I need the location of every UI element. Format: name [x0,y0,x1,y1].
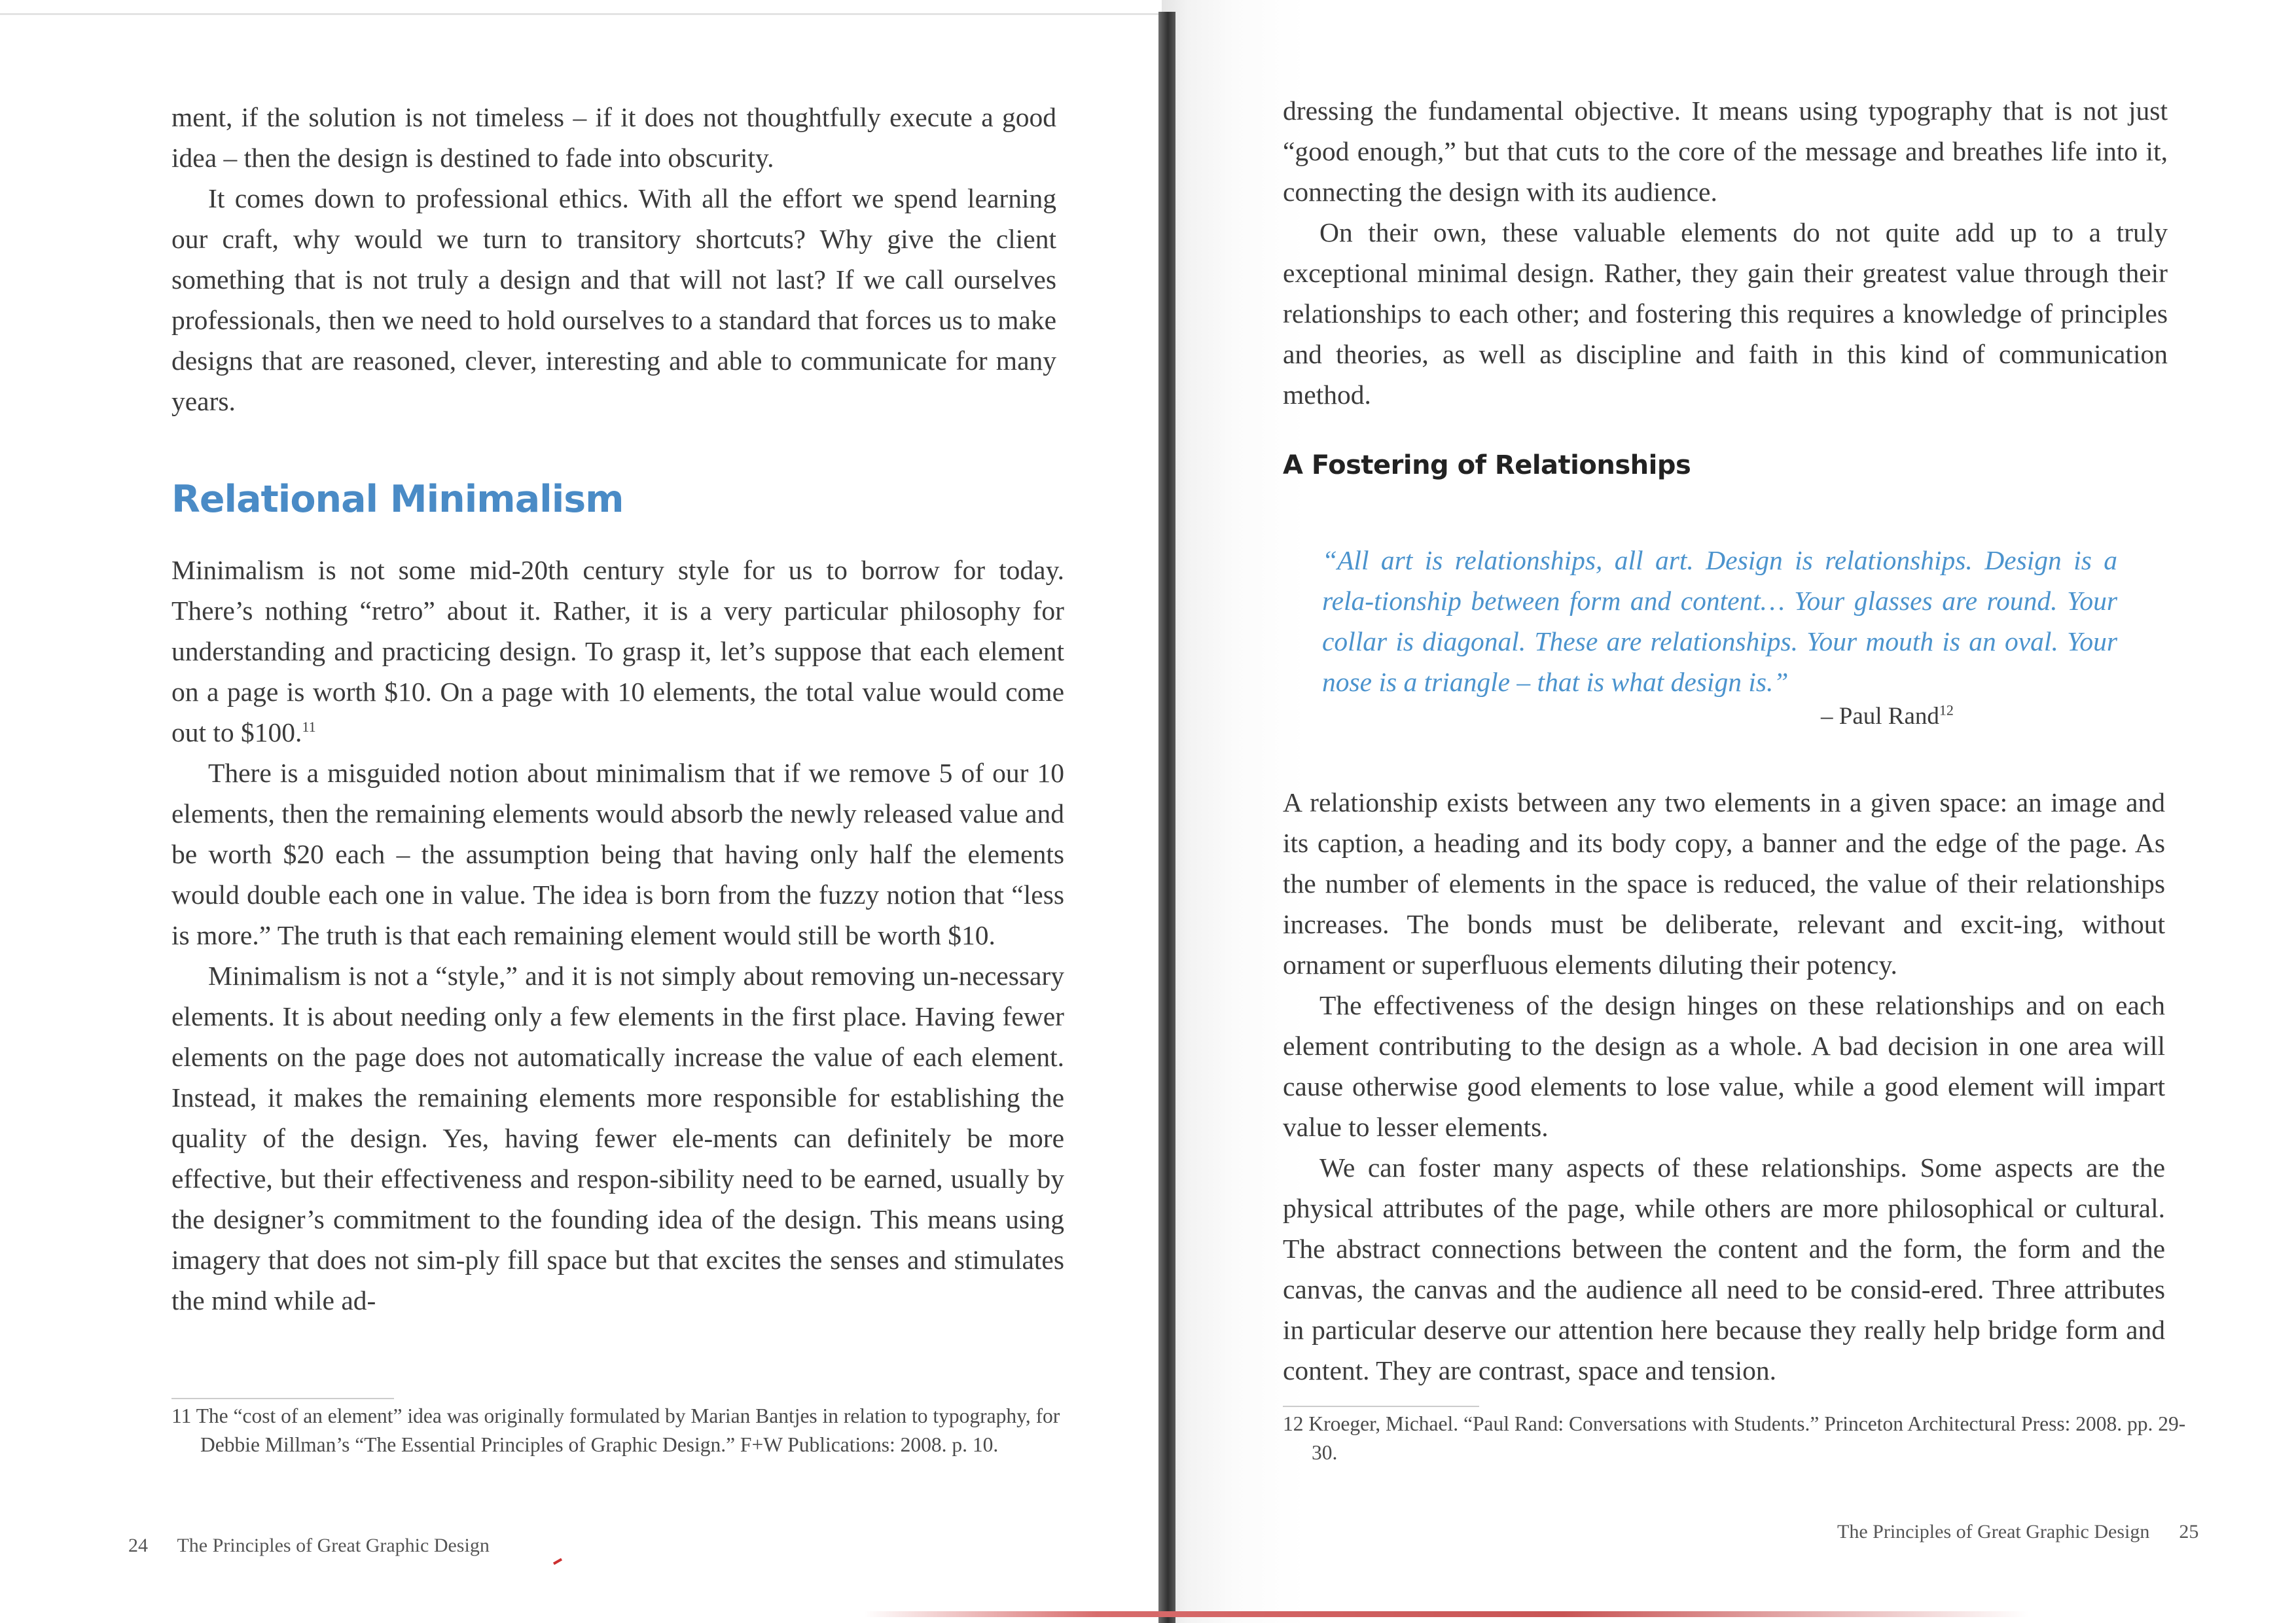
right-body-paragraph-1: A relationship exists between any two elements in a given space: an image and its caption, a heading and its body copy, a banner and the edge of the page. As the number of elements in the space is reduced, the value of their relationships increases. The bonds must be deliberate, relevant and excit-ing, without ornament or superfluous elements diluting their potency. [1283,787,2165,980]
book-gutter [1158,12,1175,1623]
footnote-11: 11 The “cost of an element” idea was originally formulated by Marian Bantjes in relation to typography, for Debbie Millman’s “The Essential Principles of Graphic Design.” F+W Publications: 2008. p. 10. [171,1404,1060,1456]
footnote-ref-12: 12 [1939,702,1954,719]
subheading: A Fostering of Relationships [1283,450,1691,480]
right-intro-paragraph-1: dressing the fundamental objective. It means using typography that is not just “good enough,” but that cuts to the core of the message and breathes life into it, connecting the design with its audience. [1283,96,2168,207]
pull-quote: “All art is relationships, all art. Design is relationships. Design is a rela-tionship between form and content… Your glasses are round. Your collar is diagonal. These are relationships. Your mouth is an oval. Your nose is a triangle – that is what design is.” [1322,545,2117,697]
section-paragraph-1-text: Minimalism is not some mid-20th century style for us to borrow for today. There’s nothing “retro” about it. Rather, it is a very particular philosophy for understanding and practicing design. To grasp it, let’s suppose that each element on a page is worth $10. On a page with 10 elements, the total value would come out to $100. [171,555,1064,747]
left-folio [128,1535,490,1557]
running-footer-title: The Principles of Great Graphic Design [177,1535,490,1556]
footnote-rule [171,1398,394,1399]
footnote-ref-11: 11 [302,719,316,736]
right-folio [1837,1521,2198,1543]
quote-attribution [1821,702,1954,730]
right-body-paragraph-3: We can foster many aspects of these relationships. Some aspects are the physical attributes of the page, while others are more philosophical or cultural. The abstract connections between the content and the form, the form and the canvas, the canvas and the audience all need to be consid-ered. Three attributes in particular deserve our attention here because they really help bridge form and content. They are contrast, space and tension. [1283,1152,2165,1385]
page-edge-red [864,1611,2029,1617]
right-page [1162,0,2296,1623]
ink-mark [553,1558,562,1565]
right-intro-text [1283,90,2168,415]
section-paragraph-2: There is a misguided notion about minimalism that if we remove 5 of our 10 elements, then the remaining elements would absorb the newly released value and be worth $20 each – the assumption being that having only half the elements would double each one in value. The idea is born from the fuzzy notion that “less is more.” The truth is that each remaining element would still be worth $10. [171,758,1064,950]
right-intro-paragraph-2: On their own, these valuable elements do not quite add up to a truly exceptional minimal design. Rather, they gain their greatest value through their relationships to each other; and fostering this requires a knowledge of principles and theories, as well as discipline and faith in this kind of communication method. [1283,217,2168,410]
page-number-right: 25 [2179,1521,2199,1543]
footnote-rule-right [1283,1406,1479,1407]
section-paragraph-3: Minimalism is not a “style,” and it is not simply about removing un-necessary elements. It is about needing only a few elements in the first place. Having fewer elements on the page does not automatically increase the value of each element. Instead, it makes the remaining elements more responsible for establishing the quality of the design. Yes, having fewer ele-ments can definitely be more effective, but their effectiveness and respon-sibility need to be earned, usually by the designer’s commitment to the founding idea of the design. This means using imagery that does not sim-ply fill space but that excites the senses and stimulates the mind while ad- [171,961,1064,1315]
page-number: 24 [128,1535,148,1556]
right-body-text [1283,782,2165,1391]
section-paragraph-1 [171,550,1064,753]
intro-paragraph-2: It comes down to professional ethics. With all the effort we spend learning our craft, why would we turn to transitory shortcuts? Why give the client something that is not truly a design and that will not last? If we call ourselves professionals, then we need to hold ourselves to a standard that forces us to make designs that are reasoned, clever, interesting and able to communicate for many years. [171,183,1056,416]
section-heading: Relational Minimalism [171,478,624,521]
right-body-paragraph-2: The effectiveness of the design hinges on these relationships and on each element contributing to the design as a whole. A bad decision in one area will cause otherwise good elements to lose value, while a good element will impart value to lesser elements. [1283,990,2165,1142]
footnote-12: 12 Kroeger, Michael. “Paul Rand: Conversations with Students.” Princeton Architectural Press: 2008. pp. 29-30. [1283,1412,2186,1464]
intro-paragraph-1: ment, if the solution is not timeless – if it does not thoughtfully execute a good idea – then the design is destined to fade into obscurity. [171,102,1056,173]
running-footer-title-right: The Principles of Great Graphic Design [1837,1521,2150,1543]
quote-author: – Paul Rand [1821,703,1939,730]
section-text [171,550,1064,1321]
page-edge-line [0,13,1162,15]
intro-text [171,97,1056,421]
